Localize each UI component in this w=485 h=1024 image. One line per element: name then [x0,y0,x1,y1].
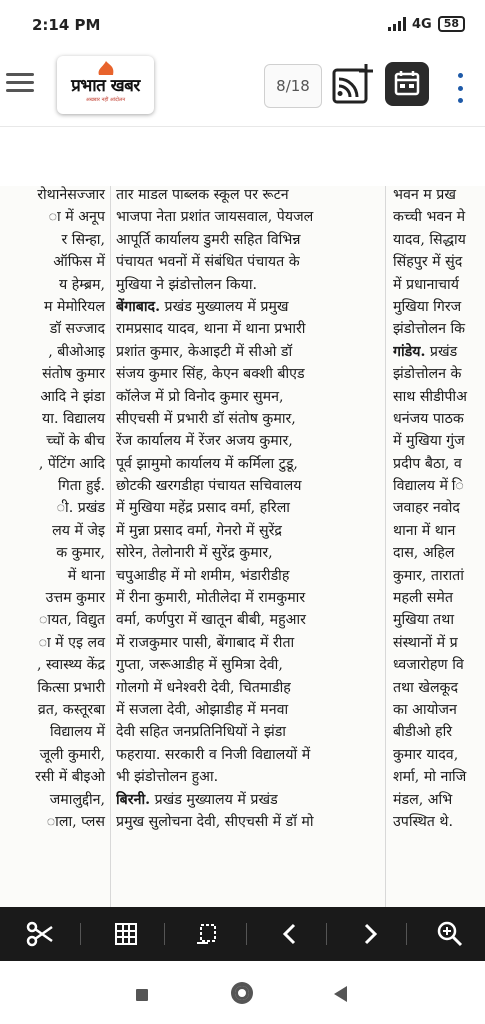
column-divider [110,186,111,908]
back-icon[interactable] [334,986,347,1002]
article-line: डॉ सज्जाद [49,321,105,338]
article-line: उत्तम कुमार [45,590,105,607]
article-line: मुखिया गिरज [393,298,462,315]
article-line: ा में अनूप [48,209,105,226]
article-line: में सजला देवी, ओझाडीह में मनवा [116,701,289,718]
status-bar [0,0,485,50]
article-line: मंडल, अभि [393,791,453,808]
more-options-icon[interactable] [452,73,468,103]
chevron-left-icon[interactable] [250,907,330,961]
article-line: संस्थानों में प्र [393,634,458,651]
article-line: रोथानेसज्जार [37,187,105,203]
article-line: सीएचसी में प्रभारी डॉ संतोष कुमार, [116,410,296,427]
article-line: म मेमोरियल [44,298,105,315]
toolbar-divider [406,923,407,945]
article-line: में मुन्ना प्रसाद वर्मा, गेनरो में सुरेंद्र [116,522,282,539]
article-line: तथा खेलकूद [393,679,458,696]
article-line: शर्मा, मो नाजि [393,769,467,786]
article-line: आपूर्ति कार्यालय डुमरी सहित विभिन्न [116,231,301,248]
article-line: भाजपा नेता प्रशांत जायसवाल, पेयजल [116,209,314,226]
article-line: का आयोजन [393,701,457,718]
page-counter[interactable]: 8/18 [264,64,322,108]
article-line: गुप्ता, जरूआडीह में सुमित्रा देवी, [116,657,283,674]
article-line [393,341,485,363]
article-line: कच्ची भवन मे [393,209,466,226]
article-line: भवन म प्रख [393,187,456,203]
article-line [116,789,374,811]
article-line: झंडोत्तोलन के [393,366,462,383]
menu-icon[interactable] [6,68,34,96]
article-line-text: प्रखंड मुख्यालय में प्रखंड [150,791,278,808]
recent-apps-icon[interactable] [136,989,148,1001]
article-line: में प्रधानाचार्य [393,276,459,293]
zoom-in-icon[interactable] [410,907,485,961]
article-line-text: प्रखंड मुख्यालय में प्रमुख [160,298,289,315]
home-icon[interactable] [231,982,253,1004]
article-line: पूर्व झामुमो कार्यालय में कर्मिला टुडू, [116,455,298,472]
signal-icon [388,17,406,31]
article-line: य हेम्ब्रम, [59,276,105,293]
article-column-middle [116,186,374,833]
newspaper-logo[interactable] [57,56,154,114]
toolbar-divider [326,923,327,945]
article-line: , स्वास्थ्य केंद्र [37,657,105,674]
logo-text: प्रभात खबर [71,76,140,96]
article-line: संजय कुमार सिंह, केएन बक्शी बीएड [116,366,305,383]
article-line: में रीना कुमारी, मोतीलेदा में रामकुमार [116,590,306,607]
article-line: भी झंडोत्तोलन हुआ. [116,769,219,786]
article-line: वर्मा, कर्णपुरा में खातून बीबी, महुआर [116,612,306,629]
article-line-text: प्रखंड [425,343,458,360]
status-time: 2:14 PM [32,16,101,34]
column-divider [385,186,386,908]
battery-level: 58 [443,17,459,30]
article-line: कुमार यादव, [393,746,459,763]
article-line: चपुआडीह में मो शमीम, भंडारीडीह [116,567,290,584]
battery-icon [438,16,465,32]
article-line: धनंजय पाठक [393,410,464,427]
crop-icon[interactable] [168,907,248,961]
article-line: जवाहर नवोद [393,500,460,517]
article-line: रेंज कार्यालय में रेंजर अजय कुमार, [116,433,293,450]
article-line: देवी सहित जनप्रतिनिधियों ने झंडा [116,724,286,741]
article-line: सिंहपुर में सुंद [393,254,463,271]
article-line: मुखिया तथा [393,612,455,629]
article-line: जमालुद्दीन, [49,791,105,808]
article-line: ा में एइ लव [38,634,105,651]
article-column-right [393,186,485,833]
article-line: व्रत, कस्तूरबा [37,701,105,718]
article-line: रसी में बीइओ [35,769,105,786]
toolbar-divider [246,923,247,945]
article-line: विद्यालय में [49,724,105,741]
reader-toolbar [0,907,485,961]
article-line: प्रदीप बैठा, व [393,455,462,472]
article-line: कुमार, तारातां [393,567,464,584]
article-line: में राजकुमार पासी, बेंगाबाद में रीता [116,634,295,651]
article-dateline: बेंगाबाद. [116,298,161,315]
toolbar-divider [164,923,165,945]
article-line: , पेंटिंग आदि [38,455,105,472]
article-line: च्चों के बीच [46,433,105,450]
article-line: प्रमुख सुलोचना देवी, सीएचसी में डॉ मो [116,813,314,830]
article-line: में थाना [67,567,105,584]
article-line: थाना में थान [393,522,456,539]
article-line: लय में जेइ [52,522,105,539]
article-dateline: गांडेय. [393,343,426,360]
article-line: रामप्रसाद यादव, थाना में थाना प्रभारी [116,321,306,338]
article-line: कित्सा प्रभारी [37,679,105,696]
grid-icon[interactable] [86,907,166,961]
article-line: ाला, प्लस [46,813,105,830]
article-line: यादव, सिद्धाय [393,231,466,248]
article-line: विद्यालय में ि [393,478,464,495]
article-line: गोलगो में धनेश्वरी देवी, चितमाडीह [116,679,291,696]
app-bar [0,50,485,127]
calendar-icon[interactable] [385,62,429,106]
feed-add-icon[interactable] [330,62,376,108]
article-line: ी. प्रखंड [56,500,105,517]
status-indicators [388,16,465,32]
article-line: ायत, विद्युत [38,612,105,629]
network-label: 4G [411,16,432,32]
article-line: पंचायत भवनों में संबंधित पंचायत के [116,254,300,271]
article-line: मुखिया ने झंडोत्तोलन किया. [116,276,258,293]
article-line: में मुखिया गुंज [393,433,465,450]
article-column-left [0,186,107,833]
article-line: प्रशांत कुमार, केआइटी में सीओ डॉ [116,343,293,360]
article-line: या. विद्यालय [42,410,105,427]
article-line: सोरेन, तेलोनारी में सुरेंद्र कुमार, [116,545,273,562]
scissors-icon[interactable] [0,907,80,961]
article-line [116,296,374,318]
article-line: झंडोत्तोलन कि [393,321,466,338]
article-line: छोटकी खरगडीहा पंचायत सचिवालय [116,478,302,495]
article-line: , बीओआइ [48,343,105,360]
article-line: महली समेत [393,590,453,607]
article-line: फहराया. सरकारी व निजी विद्यालयों में [116,746,311,763]
article-line: जूली कुमारी, [39,746,105,763]
article-line: कॉलेज में प्रो विनोद कुमार सुमन, [116,388,284,405]
article-line: आदि ने झंडा [40,388,105,405]
article-line: गिता हुई. [58,478,105,495]
article-line: साथ सीडीपीअ [393,388,467,405]
article-line: बीडीओ हरि [393,724,453,741]
chevron-right-icon[interactable] [330,907,410,961]
toolbar-divider [80,923,81,945]
article-line: र सिन्हा, [61,231,105,248]
article-line: तार माडल पाब्लक स्कूल पर रूटन [116,187,289,203]
article-line: दास, अहिल [393,545,455,562]
article-line: ऑफिस में [53,254,105,271]
article-line: ध्वजारोहण वि [393,657,464,674]
article-line: क कुमार, [56,545,105,562]
logo-tagline: अखबार नहीं आंदोलन [85,97,126,103]
epaper-page[interactable] [0,186,485,908]
article-line: संतोष कुमार [42,366,105,383]
article-line: उपस्थित थे. [393,813,453,830]
article-line: में मुखिया महेंद्र प्रसाद वर्मा, हरिला [116,500,290,517]
article-dateline: बिरनी. [116,791,151,808]
